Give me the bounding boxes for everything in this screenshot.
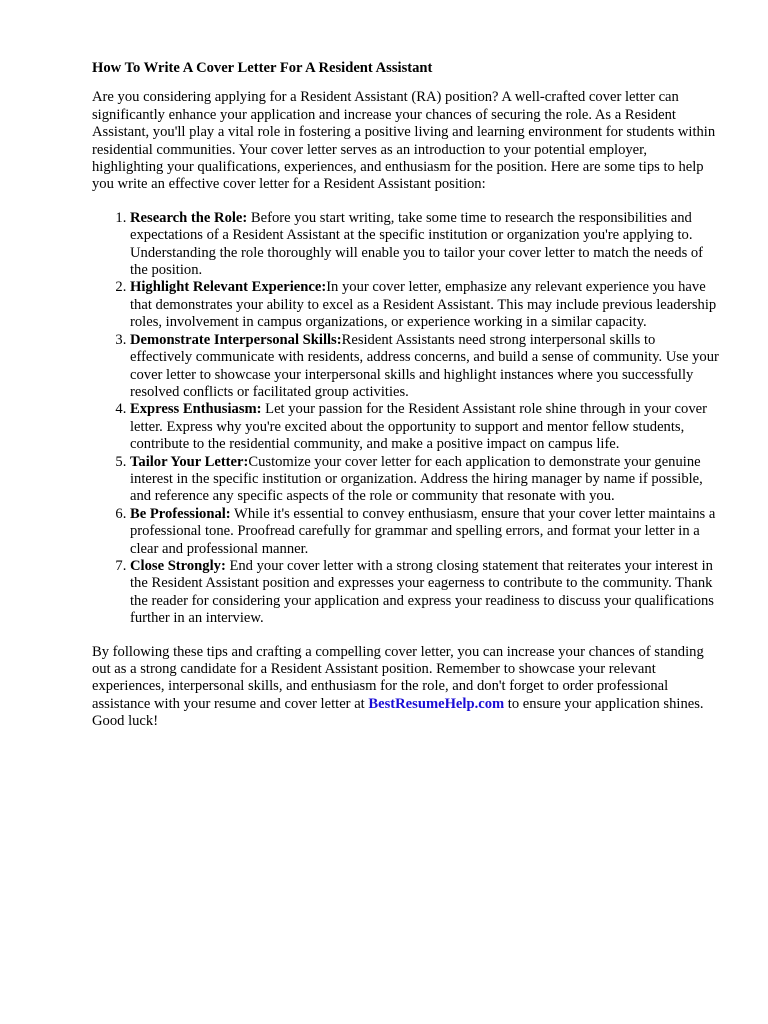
tip-item — [130, 454, 720, 506]
tip-text: End your cover letter with a strong closing statement that reiterates your interest in the Resident Assistant position and expresses your eagerness to contribute to the community. Thank the reader for considering your application and express your readiness to discuss your qualifications further in an interview. — [130, 557, 714, 627]
tip-heading: Research the Role: — [130, 209, 248, 226]
closing-text-before-link: By following these tips and crafting a compelling cover letter, you can increase your chances of standing out as a strong candidate for a Resident Assistant position. Remember to showcase your relevant experiences, interpersonal skills, and enthusiasm for the role, and don't forget to order professional assistance with your resume and cover letter at — [92, 643, 704, 712]
tip-item — [130, 210, 720, 280]
tip-item — [130, 506, 720, 558]
tip-text: Let your passion for the Resident Assistant role shine through in your cover letter. Express why you're excited about the opportunity to support and mentor fellow students, contribute to the residential community, and make a positive impact on campus life. — [130, 401, 707, 453]
tip-heading: Be Professional: — [130, 505, 231, 522]
tip-heading: Express Enthusiasm: — [130, 401, 262, 418]
tip-heading: Tailor Your Letter: — [130, 453, 249, 470]
closing-text-after-link: to ensure your application shines. Good luck! — [92, 695, 704, 730]
tip-text: Customize your cover letter for each application to demonstrate your genuine interest in the specific institution or organization. Address the hiring manager by name if possible, and reference any specific aspects of the role or community that resonate with you. — [130, 453, 703, 505]
tip-text: While it's essential to convey enthusiasm, ensure that your cover letter maintains a professional tone. Proofread carefully for grammar and spelling errors, and format your letter in a clear and professional manner. — [130, 505, 716, 557]
tip-heading: Close Strongly: — [130, 557, 226, 574]
tip-text: In your cover letter, emphasize any relevant experience you have that demonstrates your ability to excel as a Resident Assistant. This may include previous leadership roles, involvement in campus organizations, or experience working in a similar capacity. — [130, 279, 717, 331]
tip-heading: Highlight Relevant Experience: — [130, 279, 327, 296]
closing-paragraph — [92, 644, 720, 731]
tip-item — [130, 558, 720, 628]
best-resume-help-link[interactable]: BestResumeHelp.com — [368, 695, 505, 712]
tips-list — [92, 210, 720, 628]
document-title: How To Write A Cover Letter For A Resident Assistant — [92, 60, 433, 76]
tip-text: Before you start writing, take some time to research the responsibilities and expectations of a Resident Assistant at the specific institution or organization you're applying to. Understanding the role thoroughly will enable you to tailor your cover letter to match the needs of the position. — [130, 209, 704, 279]
tip-item — [130, 401, 720, 453]
document-page — [92, 60, 720, 731]
tip-item — [130, 279, 720, 331]
tip-heading: Demonstrate Interpersonal Skills: — [130, 331, 342, 348]
tip-text: Resident Assistants need strong interpersonal skills to effectively communicate with residents, address concerns, and build a sense of community. Use your cover letter to showcase your interpersonal skills and highlight instances where you successfully resolved conflicts or facilitated group activities. — [130, 331, 719, 400]
tip-item — [130, 332, 720, 402]
intro-paragraph: Are you considering applying for a Resident Assistant (RA) position? A well-crafted cover letter can significantly enhance your application and increase your chances of securing the role. As a Resident Assistant, you'll play a vital role in fostering a positive living and learning environment for students within residential communities. Your cover letter serves as an introduction to your potential employer, highlighting your qualifications, experiences, and enthusiasm for the position. Here are some tips to help you write an effective cover letter for a Resident Assistant position: — [92, 89, 716, 193]
